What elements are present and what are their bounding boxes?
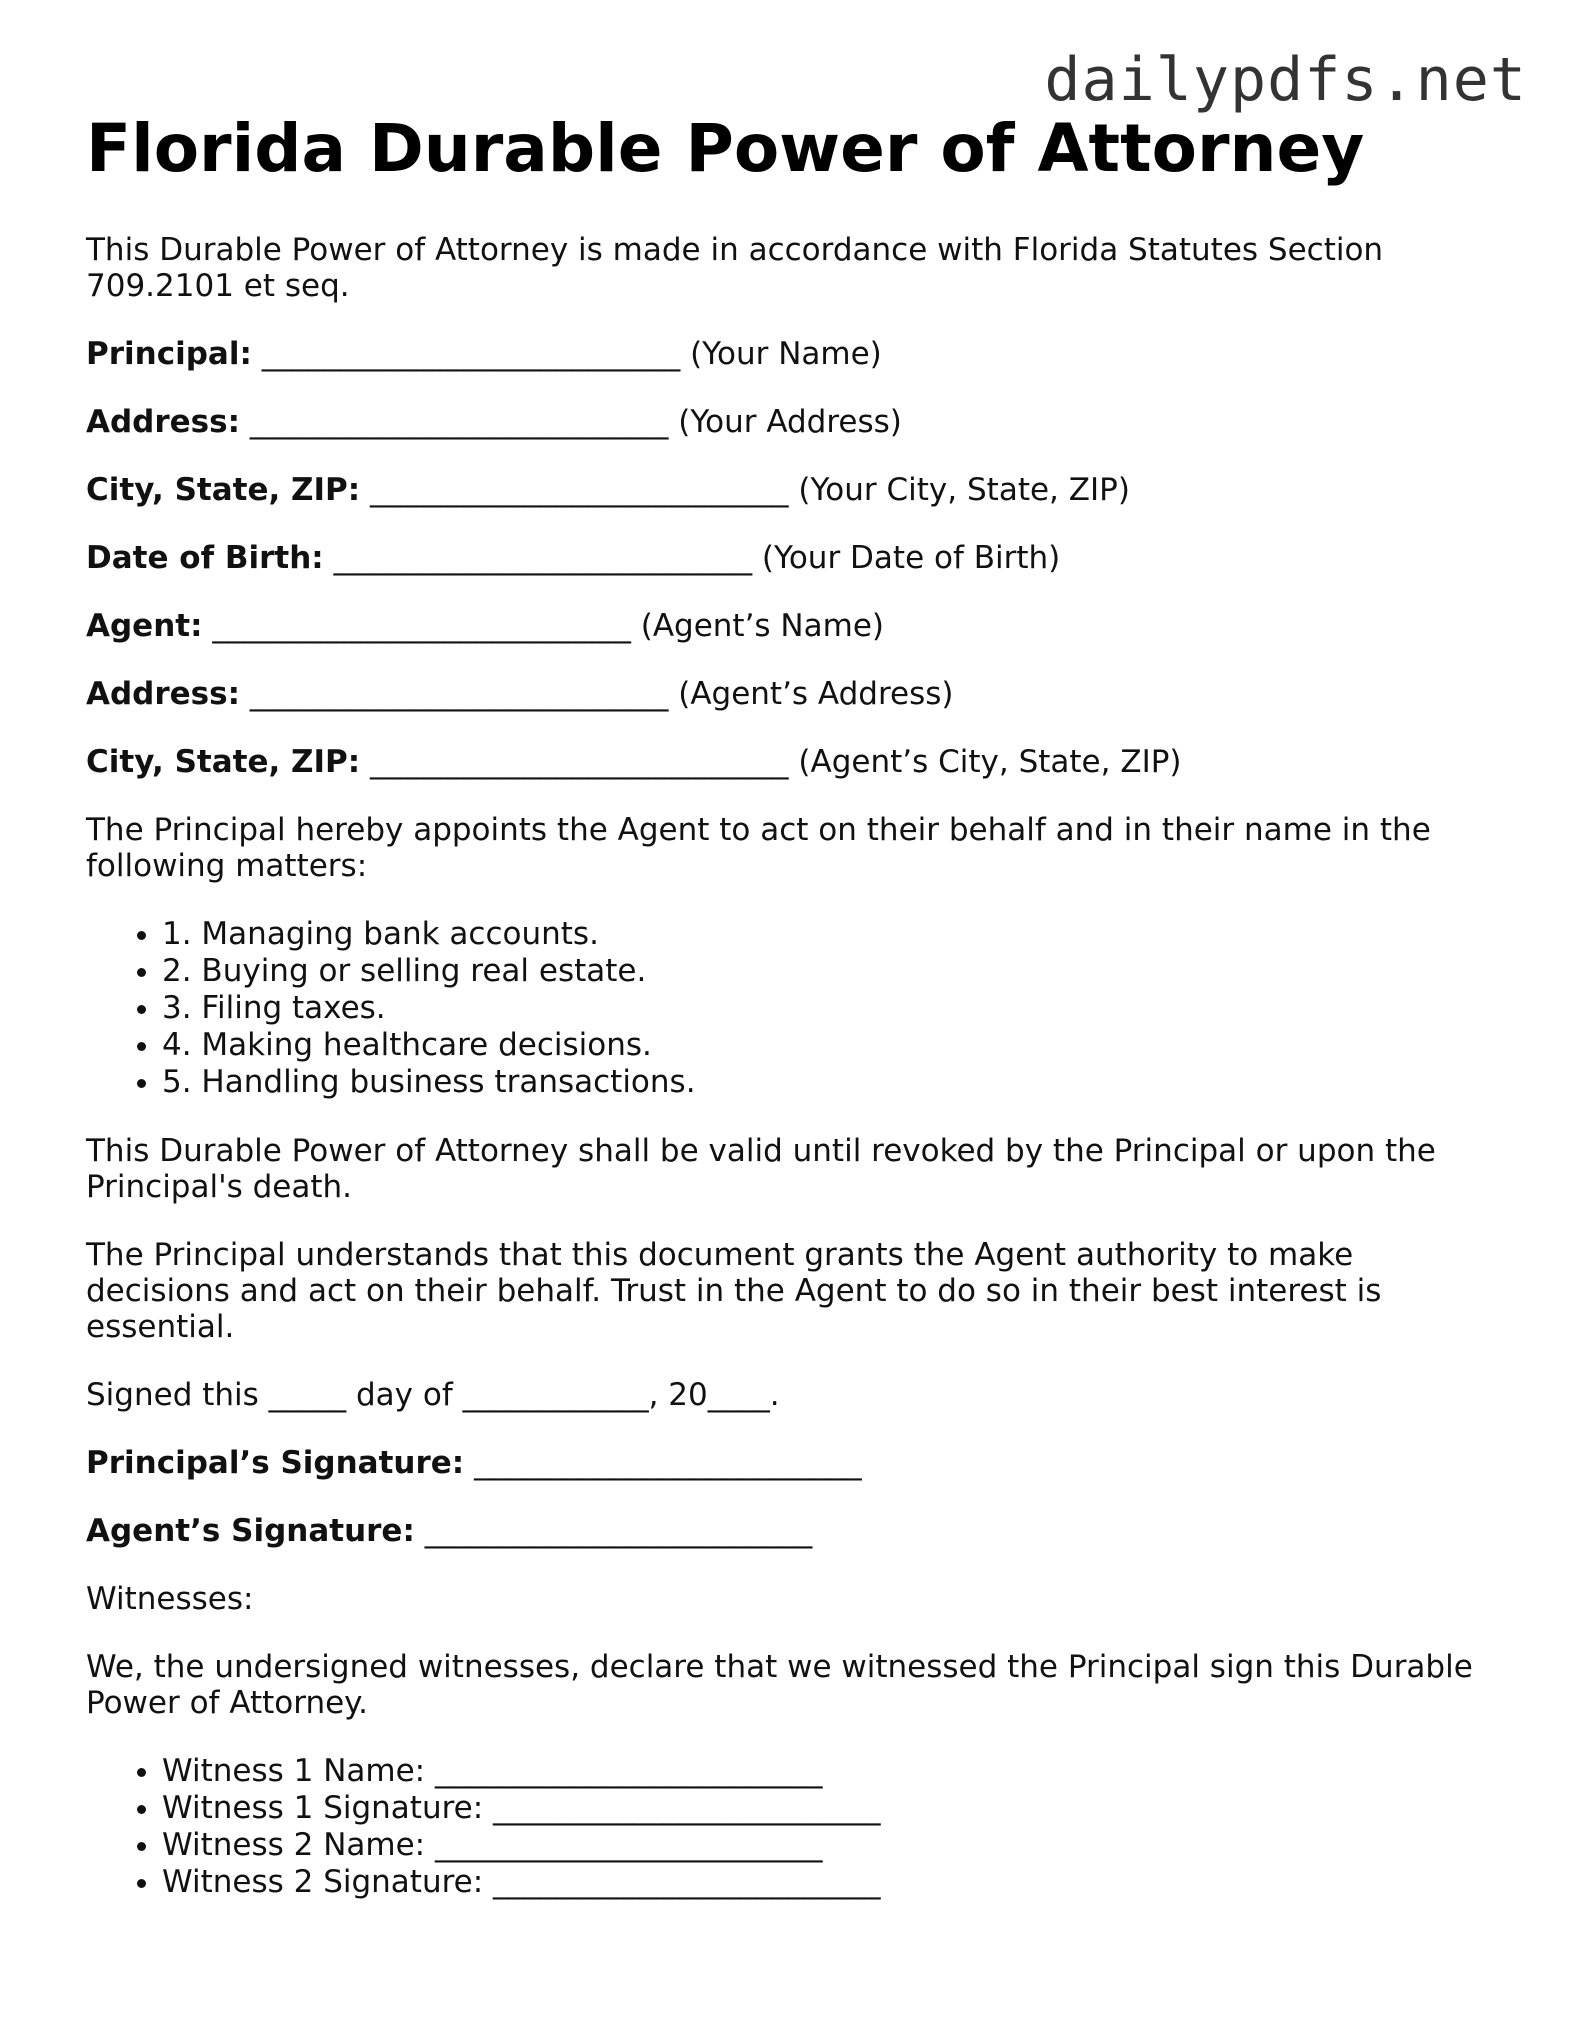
powers-list <box>86 916 1486 1101</box>
field-blank: ___________________________ <box>261 336 681 372</box>
field-hint: (Agent’s Address) <box>678 676 954 712</box>
principal-address-field <box>86 404 1486 440</box>
signature-label: Principal’s Signature: <box>86 1445 465 1481</box>
field-blank: ___________________________ <box>212 608 631 644</box>
witnesses-heading: Witnesses: <box>86 1581 254 1617</box>
list-item: • 5. Handling business transactions. <box>162 1064 1486 1101</box>
document-title: Florida Durable Power of Attorney <box>86 110 1365 187</box>
field-label: Principal: <box>86 336 252 372</box>
principal-signature-line <box>86 1445 1486 1481</box>
field-label: City, State, ZIP: <box>86 744 361 780</box>
witness-declaration: We, the undersigned witnesses, declare that we witnessed the Principal sign this Durable Power of Attorney. <box>86 1649 1473 1721</box>
field-hint: (Your Address) <box>678 404 902 440</box>
intro-paragraph: This Durable Power of Attorney is made in accordance with Florida Statutes Section 709.2101 et seq. <box>86 232 1384 304</box>
field-hint: (Your Date of Birth) <box>761 540 1061 576</box>
witness-list <box>86 1753 1486 1901</box>
field-hint: (Your City, State, ZIP) <box>798 472 1130 508</box>
signature-label: Agent’s Signature: <box>86 1513 415 1549</box>
signature-blank: _________________________ <box>474 1445 862 1481</box>
field-blank: ___________________________ <box>249 676 669 712</box>
field-hint: (Agent’s Name) <box>640 608 884 644</box>
agent-city-field <box>86 744 1486 780</box>
field-label: City, State, ZIP: <box>86 472 361 508</box>
list-item: • Witness 1 Name: _________________________ <box>162 1753 1486 1790</box>
agent-signature-line <box>86 1513 1486 1549</box>
field-label: Date of Birth: <box>86 540 324 576</box>
agent-address-field <box>86 676 1486 712</box>
watermark: dailypdfs.net <box>1044 45 1527 115</box>
list-item: • 3. Filing taxes. <box>162 990 1486 1027</box>
field-blank: ___________________________ <box>333 540 753 576</box>
list-item: • 1. Managing bank accounts. <box>162 916 1486 953</box>
principal-name-field <box>86 336 1486 372</box>
field-label: Address: <box>86 404 240 440</box>
trust-paragraph: The Principal understands that this document grants the Agent authority to make decisions and act on their behalf. Trust in the Agent to do so in their best interest is essential. <box>86 1237 1382 1345</box>
principal-city-field <box>86 472 1486 508</box>
list-item: • 4. Making healthcare decisions. <box>162 1027 1486 1064</box>
agent-name-field <box>86 608 1486 644</box>
validity-paragraph: This Durable Power of Attorney shall be valid until revoked by the Principal or upon the Principal's death. <box>86 1133 1436 1205</box>
field-blank: ___________________________ <box>370 472 789 508</box>
appointment-paragraph: The Principal hereby appoints the Agent to act on their behalf and in their name in the following matters: <box>86 812 1431 884</box>
field-blank: ___________________________ <box>249 404 669 440</box>
list-item: • Witness 2 Signature: _________________________ <box>162 1864 1486 1901</box>
field-hint: (Agent’s City, State, ZIP) <box>798 744 1182 780</box>
principal-dob-field <box>86 540 1486 576</box>
signature-blank: _________________________ <box>424 1513 813 1549</box>
signed-date-line: Signed this _____ day of ____________, 20____. <box>86 1377 780 1413</box>
field-hint: (Your Name) <box>690 336 882 372</box>
list-item: • Witness 2 Name: _________________________ <box>162 1827 1486 1864</box>
list-item: • 2. Buying or selling real estate. <box>162 953 1486 990</box>
field-label: Agent: <box>86 608 203 644</box>
document-body <box>86 108 1486 1933</box>
field-blank: ___________________________ <box>370 744 789 780</box>
list-item: • Witness 1 Signature: _________________________ <box>162 1790 1486 1827</box>
field-label: Address: <box>86 676 240 712</box>
